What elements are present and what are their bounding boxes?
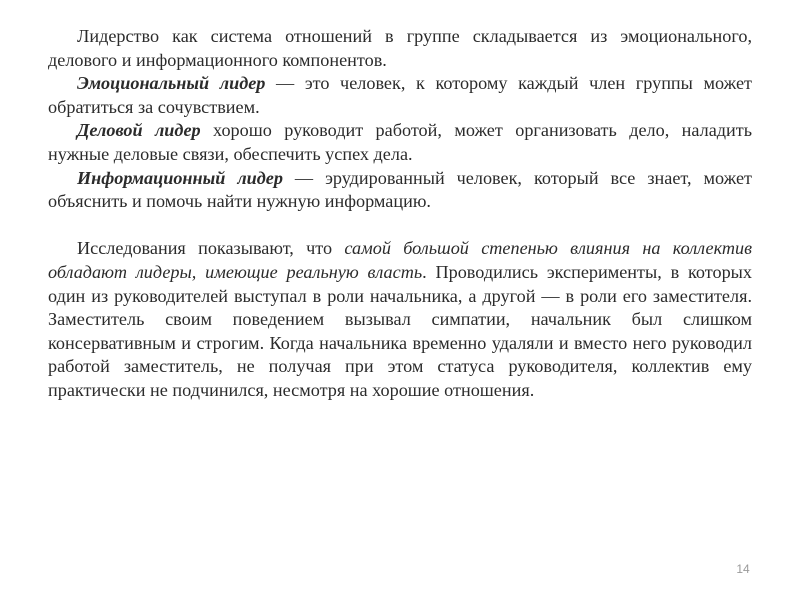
term-emotional-leader: Эмоциональный лидер xyxy=(77,73,266,94)
research-emphasis: самой большой степенью влияния на коллектив обладают лидеры, имеющие реальную власть xyxy=(48,238,752,282)
research-lead: Исследования показывают, что xyxy=(77,238,345,259)
emotional-leader-text: — это человек, к которому каждый член группы может обратиться за сочувствием. xyxy=(48,73,752,117)
business-leader-text: хорошо руководит работой, может организовать дело, наладить нужные деловые связи, обеспечить успех дела. xyxy=(48,120,752,164)
slide-text-block xyxy=(48,25,752,403)
paragraph-business-leader xyxy=(48,119,752,166)
research-text: . Проводились эксперименты, в которых один из руководителей выступал в роли начальника, а другой — в роли его заместителя. Заместитель своим поведением вызывал симпатии, начальник был слишком консервативным и строгим. Когда начальника временно удаляли и вместо него руководил работой заместитель, не получая при этом статуса руководителя, коллектив ему практически не подчинился, несмотря на хорошие отношения. xyxy=(48,261,752,400)
paragraph-gap xyxy=(48,214,752,238)
term-informational-leader: Информационный лидер xyxy=(77,167,283,188)
informational-leader-text: — эрудированный человек, который все знает, может объяснить и помочь найти нужную информацию. xyxy=(48,167,752,212)
term-business-leader: Деловой лидер xyxy=(77,120,201,141)
intro-text: Лидерство как система отношений в группе складывается из эмоционального, делового и информационного компонентов. xyxy=(48,26,752,70)
paragraph-intro xyxy=(48,25,752,72)
page-number: 14 xyxy=(736,562,750,576)
paragraph-research xyxy=(48,237,752,402)
paragraph-informational-leader xyxy=(48,167,752,214)
paragraph-emotional-leader xyxy=(48,72,752,119)
